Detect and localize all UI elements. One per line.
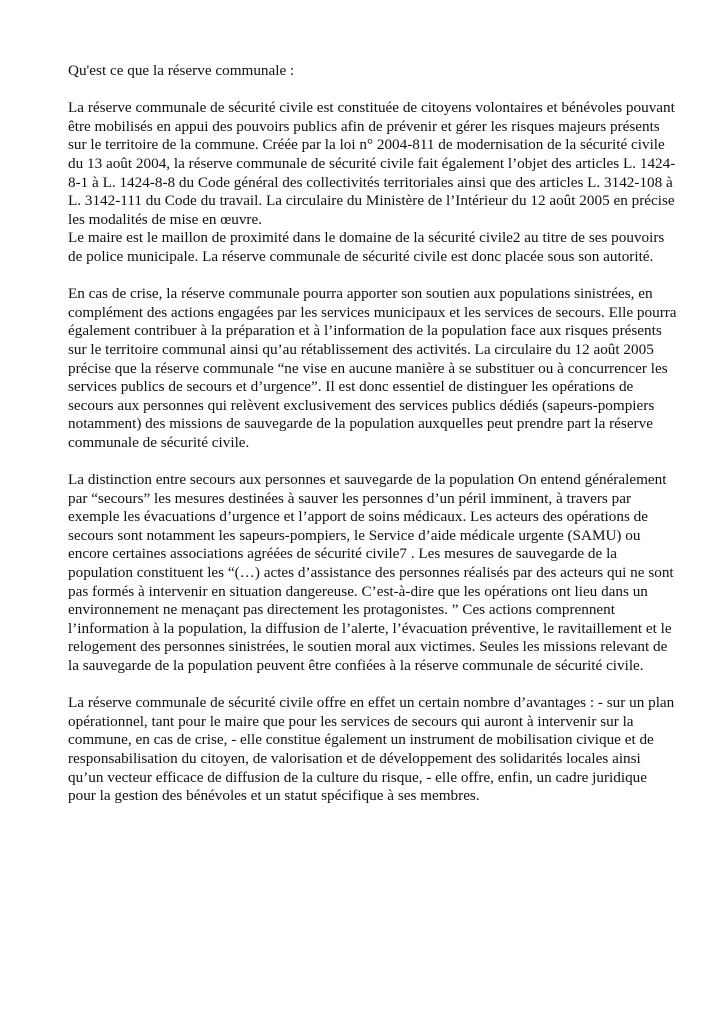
text-line: commune, en cas de crise, - elle constitue également un instrument de mobilisation civique et de [68,731,654,749]
text-line: population constituent les “(…) actes d’assistance des personnes réalisés par des acteurs qui ne sont [68,564,674,582]
text-line: pas formés à intervenir en situation dangereuse. C’est-à-dire que les opérations ont lieu dans un [68,582,648,600]
text-line: également contribuer à la préparation et à l’information de la population face aux risques présents [68,322,662,340]
document-page [68,62,677,824]
paragraph-maire [68,229,665,266]
text-line: L. 3142-111 du Code du travail. La circulaire du Ministère de l’Intérieur du 12 août 2005 en précise [68,192,675,210]
text-line: les modalités de mise en œuvre. [68,210,263,228]
text-line: services publics de secours et d’urgence”. Il est donc essentiel de distinguer les opérations de [68,378,634,396]
text-line: exemple les évacuations d’urgence et l’apport de soins médicaux. Les acteurs des opérations de [68,508,649,526]
text-line: du 13 août 2004, la réserve communale de sécurité civile fait également l’objet des articles L. 1424- [68,154,676,172]
text-line: secours aux personnes qui relèvent exclusivement des services publics dédiés (sapeurs-pompiers [68,396,655,414]
text-line: notamment) des missions de sauvegarde de la population auxquelles peut prendre part la réserve [68,415,653,433]
text-line: de police municipale. La réserve communale de sécurité civile est donc placée sous son autorité. [68,247,654,265]
text-line: sur le territoire communal ainsi qu’au rétablissement des activités. La circulaire du 12 août 2005 [68,340,654,358]
text-line: En cas de crise, la réserve communale pourra apporter son soutien aux populations sinistrées, en [68,285,653,303]
text-line: opérationnel, tant pour le maire que pour les services de secours qui auront à intervenir sur la [68,712,634,730]
text-line: secours sont notamment les sapeurs-pompiers, le Service d’aide médicale urgente (SAMU) ou [68,526,641,544]
text-line: environnement ne menaçant pas directement les protagonistes. ” Ces actions comprennent [68,601,615,619]
text-line: pour la gestion des bénévoles et un statut spécifique à ses membres. [68,787,480,805]
text-line: relogement des personnes sinistrées, le soutien moral aux victimes. Seules les missions relevant de [68,638,668,656]
text-line: qu’un vecteur efficace de diffusion de la culture du risque, - elle offre, enfin, un cadre juridique [68,768,648,786]
text-line: encore certaines associations agréées de sécurité civile7 . Les mesures de sauvegarde de la [68,545,618,563]
text-line: complément des actions engagées par les services municipaux et les services de secours. Elle pourra [68,303,677,321]
text-line: la sauvegarde de la population peuvent être confiées à la réserve communale de sécurité civile. [68,657,644,674]
text-line: La réserve communale de sécurité civile offre en effet un certain nombre d’avantages : - sur un plan [68,694,675,712]
paragraph-distinction [68,471,674,676]
text-line: être mobilisés en appui des pouvoirs publics afin de prévenir et gérer les risques majeurs présents [68,117,660,135]
text-line: par “secours” les mesures destinées à sauver les personnes d’un péril imminent, à travers par [68,489,632,507]
paragraph-definition [68,99,676,229]
text-line: l’information à la population, la diffusion de l’alerte, l’évacuation préventive, le ravitaillement et le [68,619,672,637]
text-line: Le maire est le maillon de proximité dans le domaine de la sécurité civile2 au titre de ses pouvoirs [68,229,665,247]
paragraph-avantages [68,694,675,806]
document-title: Qu'est ce que la réserve communale : [68,62,295,79]
text-line: précise que la réserve communale “ne vise en aucune manière à se substituer ou à concurrencer les [68,359,668,377]
text-line: La distinction entre secours aux personnes et sauvegarde de la population On entend généralement [68,471,667,489]
text-line: communale de sécurité civile. [68,433,250,451]
text-line: responsabilisation du citoyen, de valorisation et de développement des solidarités locales ainsi [68,749,641,767]
text-line: sur le territoire de la commune. Créée par la loi n° 2004-811 de modernisation de la sécurité civile [68,136,665,154]
paragraph-crise [68,285,677,452]
text-line: La réserve communale de sécurité civile est constituée de citoyens volontaires et bénévoles pouvant [68,99,675,117]
text-line: 8-1 à L. 1424-8-8 du Code général des collectivités territoriales ainsi que des articles L. 3142-108 à [68,173,673,191]
